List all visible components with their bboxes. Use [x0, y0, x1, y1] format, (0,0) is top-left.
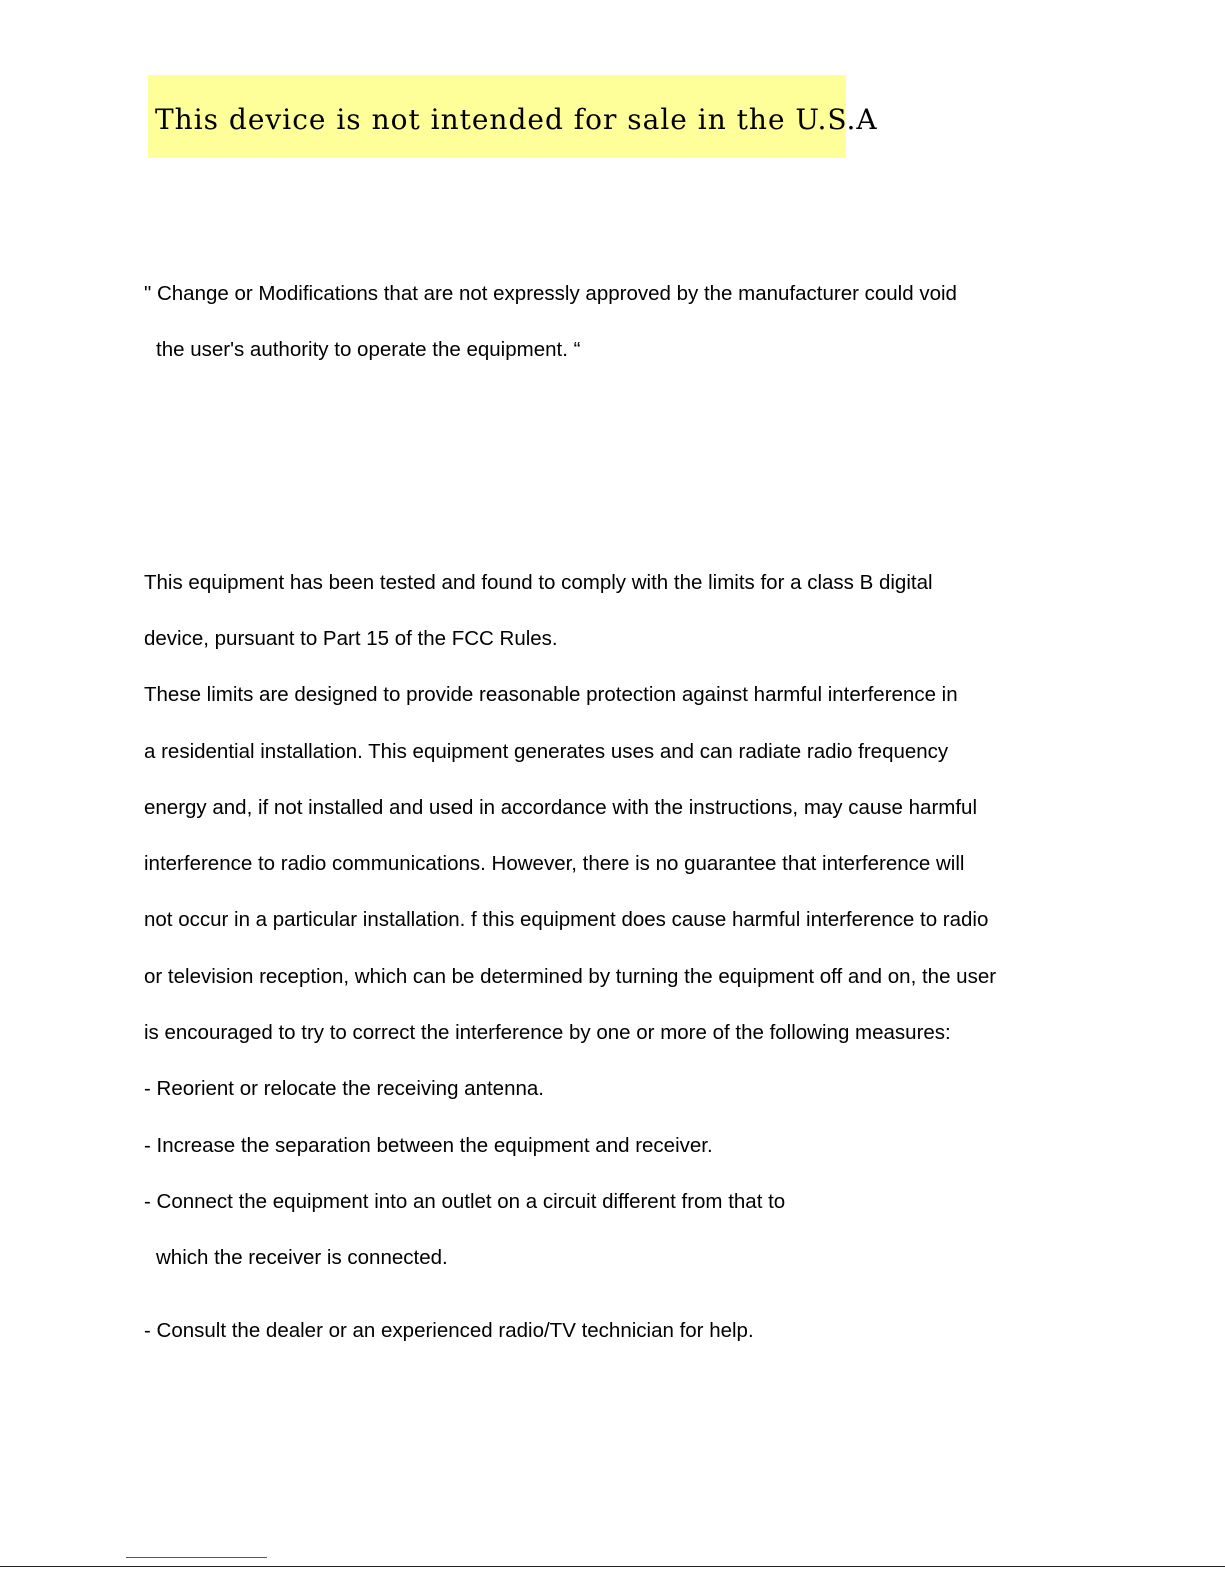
modification-notice-line-1: " Change or Modifications that are not expressly approved by the manufacturer could void — [144, 282, 957, 305]
measure-item-outlet: - Connect the equipment into an outlet on a circuit different from that to — [144, 1190, 786, 1213]
fcc-statement-line: or television reception, which can be determined by turning the equipment off and on, the user — [144, 965, 997, 988]
fcc-statement-line: is encouraged to try to correct the interference by one or more of the following measures: — [144, 1021, 951, 1044]
fcc-statement-line: device, pursuant to Part 15 of the FCC Rules. — [144, 627, 558, 650]
fcc-statement-line: a residential installation. This equipment generates uses and can radiate radio frequency — [144, 740, 949, 763]
fcc-statement-line: energy and, if not installed and used in accordance with the instructions, may cause harmful — [144, 796, 977, 819]
measure-item-consult: - Consult the dealer or an experienced radio/TV technician for help. — [144, 1319, 754, 1342]
page-bottom-border — [0, 1566, 1225, 1567]
measure-item-separation: - Increase the separation between the equipment and receiver. — [144, 1134, 713, 1157]
fcc-statement-line: interference to radio communications. However, there is no guarantee that interference will — [144, 852, 965, 875]
modification-notice-line-2: the user's authority to operate the equipment. “ — [156, 338, 581, 361]
measure-item-outlet-continued: which the receiver is connected. — [156, 1246, 448, 1269]
usa-sale-notice-banner — [148, 75, 878, 158]
usa-sale-notice-text: This device is not intended for sale in the U.S.A — [155, 103, 878, 136]
footnote-separator — [126, 1557, 267, 1558]
fcc-statement-line: not occur in a particular installation. f this equipment does cause harmful interference to radio — [144, 908, 989, 931]
measure-item-reorient: - Reorient or relocate the receiving antenna. — [144, 1077, 544, 1100]
fcc-statement-line: This equipment has been tested and found to comply with the limits for a class B digital — [144, 571, 933, 594]
fcc-statement-line: These limits are designed to provide reasonable protection against harmful interference in — [144, 683, 958, 706]
